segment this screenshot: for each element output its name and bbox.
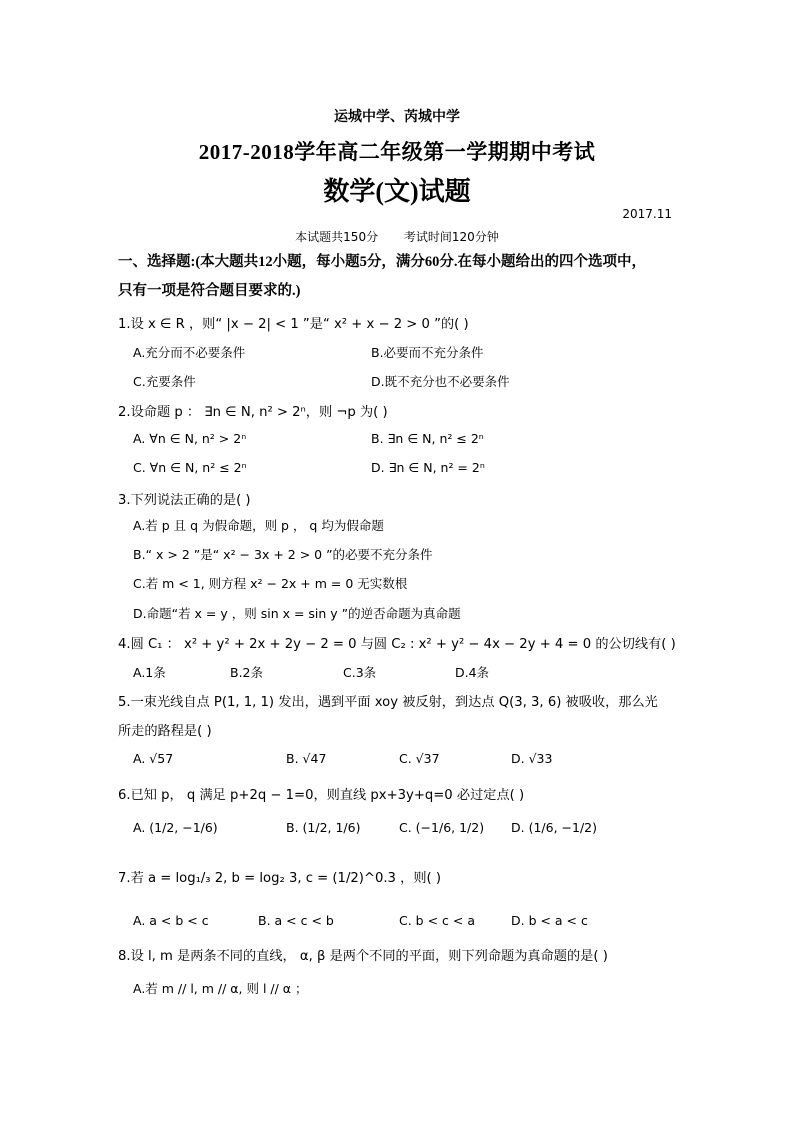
question-5-option-d: D. √33	[511, 751, 553, 766]
question-2-stem: 2.设命题 p ： ∃n ∈ N, n² > 2ⁿ，则 ¬p 为( )	[118, 405, 388, 420]
question-6-stem: 6.已知 p， q 满足 p+2q − 1=0，则直线 px+3y+q=0 必过定点( )	[118, 788, 525, 803]
question-6-option-d: D. (1/6, −1/2)	[511, 820, 597, 835]
question-7-option-d: D. b < a < c	[511, 913, 588, 928]
question-1-option-d: D.既不充分也不必要条件	[371, 374, 510, 389]
question-8-option-a: A.若 m // l, m // α, 则 l // α ；	[133, 981, 308, 996]
question-1-stem: 1.设 x ∈ R ，则“ |x − 2| < 1 ”是“ x² + x − 2 > 0 ”的( )	[118, 317, 469, 332]
subject-title: 数学(文)试题	[323, 177, 471, 206]
section-heading	[118, 248, 683, 306]
time-limit: 考试时间120分钟	[403, 230, 499, 244]
school-names: 运城中学、芮城中学	[334, 110, 460, 125]
question-7-option-b: B. a < c < b	[258, 913, 334, 928]
question-2-option-b: B. ∃n ∈ N, n² ≤ 2ⁿ	[371, 431, 484, 446]
question-1-option-a: A.充分而不必要条件	[133, 345, 246, 360]
question-4-option-c: C.3条	[343, 665, 377, 680]
question-4-option-b: B.2条	[230, 665, 264, 680]
question-5-stem-line2: 所走的路程是( )	[118, 724, 212, 739]
section-heading-line2: 只有一项是符合题目要求的.)	[118, 283, 301, 299]
question-3-option-b: B.“ x > 2 ”是“ x² − 3x + 2 > 0 ”的必要不充分条件	[133, 547, 433, 562]
question-6-option-a: A. (1/2, −1/6)	[133, 820, 218, 835]
exam-date: 2017.11	[622, 207, 672, 221]
question-3-option-d: D.命题“若 x = y ，则 sin x = sin y ”的逆否命题为真命题	[133, 606, 461, 621]
exam-title: 2017-2018学年高二年级第一学期期中考试	[198, 140, 596, 164]
question-2-option-c: C. ∀n ∈ N, n² ≤ 2ⁿ	[133, 460, 247, 475]
question-2-option-d: D. ∃n ∈ N, n² = 2ⁿ	[371, 460, 485, 475]
total-score: 本试题共150分	[295, 230, 379, 244]
question-3-stem: 3.下列说法正确的是( )	[118, 493, 251, 508]
question-3-option-c: C.若 m < 1, 则方程 x² − 2x + m = 0 无实数根	[133, 576, 408, 591]
question-4-stem: 4.圆 C₁ ： x² + y² + 2x + 2y − 2 = 0 与圆 C₂ : x² + y² − 4x − 2y + 4 = 0 的公切线有( )	[118, 637, 676, 652]
question-6-option-b: B. (1/2, 1/6)	[286, 820, 361, 835]
question-7-option-c: C. b < c < a	[399, 913, 475, 928]
question-5-stem-line1: 5.一束光线自点 P(1, 1, 1) 发出，遇到平面 xoy 被反射，到达点 Q(3, 3, 6) 被吸收，那么光	[118, 695, 658, 710]
question-5-option-a: A. √57	[133, 751, 174, 766]
section-heading-line1: 一、选择题:(本大题共12小题，每小题5分，满分60分.在每小题给出的四个选项中，	[118, 254, 647, 270]
question-8-stem: 8.设 l, m 是两条不同的直线， α, β 是两个不同的平面，则下列命题为真命题的是( )	[118, 949, 608, 964]
question-2-option-a: A. ∀n ∈ N, n² > 2ⁿ	[133, 431, 247, 446]
question-5-option-b: B. √47	[286, 751, 327, 766]
question-3-option-a: A.若 p 且 q 为假命题，则 p ， q 均为假命题	[133, 518, 384, 533]
question-5-option-c: C. √37	[399, 751, 440, 766]
question-7-option-a: A. a < b < c	[133, 913, 209, 928]
question-4-option-d: D.4条	[455, 665, 490, 680]
question-1-option-c: C.充要条件	[133, 374, 196, 389]
exam-info	[0, 228, 794, 245]
question-4-option-a: A.1条	[133, 665, 166, 680]
question-6-option-c: C. (−1/6, 1/2)	[399, 820, 485, 835]
question-7-stem: 7.若 a = log₁/₃ 2, b = log₂ 3, c = (1/2)^0.3 ，则( )	[118, 871, 441, 886]
question-1-option-b: B.必要而不充分条件	[371, 345, 484, 360]
